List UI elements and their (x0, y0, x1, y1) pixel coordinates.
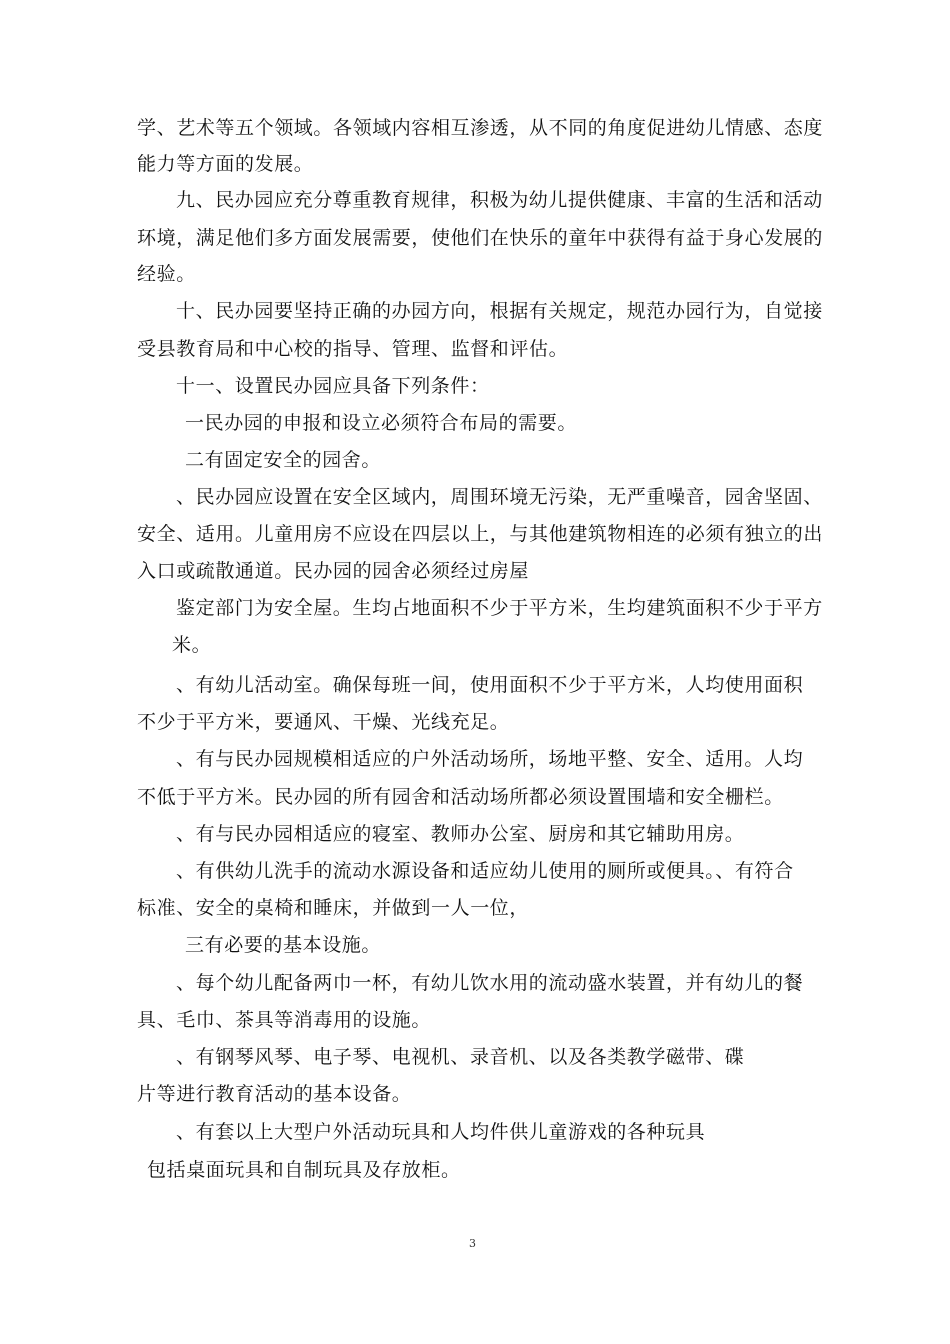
text-line: 不少于平方米，要通风、干燥、光线充足。 (137, 711, 510, 733)
text-line: 学、艺术等五个领域。各领域内容相互渗透，从不同的角度促进幼儿情感、态度 (137, 117, 824, 139)
text-line: 、民办园应设置在安全区域内，周围环境无污染，无严重噪音，园舍坚固、 (176, 486, 823, 508)
text-line: 三有必要的基本设施。 (185, 934, 382, 956)
text-line: 二有固定安全的园舍。 (185, 449, 382, 471)
text-line: 标准、安全的桌椅和睡床，并做到一人一位， (137, 897, 530, 919)
text-line: 、有套以上大型户外活动玩具和人均件供儿童游戏的各种玩具 (176, 1121, 706, 1143)
text-line: 一民办园的申报和设立必须符合布局的需要。 (185, 412, 578, 434)
page-number: 3 (469, 1237, 476, 1250)
text-line: 、有供幼儿洗手的流动水源设备和适应幼儿使用的厕所或便具。、有符合 (176, 860, 794, 882)
text-line: 包括桌面玩具和自制玩具及存放柜。 (147, 1159, 461, 1181)
text-line: 、有与民办园相适应的寝室、教师办公室、厨房和其它辅助用房。 (176, 823, 745, 845)
text-line: 九、民办园应充分尊重教育规律，积极为幼儿提供健康、丰富的生活和活动 (176, 189, 823, 211)
text-line: 十一、设置民办园应具备下列条件： (176, 375, 490, 397)
text-line: 、有与民办园规模相适应的户外活动场所，场地平整、安全、适用。人均 (176, 748, 804, 770)
text-line: 安全、适用。儿童用房不应设在四层以上，与其他建筑物相连的必须有独立的出 (137, 523, 824, 545)
text-line: 经验。 (137, 263, 196, 285)
text-line: 、有幼儿活动室。确保每班一间，使用面积不少于平方米，人均使用面积 (176, 674, 804, 696)
text-line: 环境，满足他们多方面发展需要，使他们在快乐的童年中获得有益于身心发展的 (137, 227, 824, 249)
text-line: 不低于平方米。民办园的所有园舍和活动场所都必须设置围墙和安全栅栏。 (137, 786, 784, 808)
text-line: 具、毛巾、茶具等消毒用的设施。 (137, 1009, 432, 1031)
text-line: 入口或疏散通道。民办园的园舍必须经过房屋 (137, 560, 530, 582)
text-line: 受县教育局和中心校的指导、管理、监督和评估。 (137, 338, 569, 360)
text-line: 、有钢琴风琴、电子琴、电视机、录音机、以及各类教学磁带、碟 (176, 1046, 745, 1068)
text-line: 十、民办园要坚持正确的办园方向，根据有关规定，规范办园行为，自觉接 (176, 300, 823, 322)
text-line: 、每个幼儿配备两巾一杯，有幼儿饮水用的流动盛水装置，并有幼儿的餐 (176, 972, 804, 994)
text-line: 米。 (172, 634, 212, 656)
text-line: 鉴定部门为安全屋。生均占地面积不少于平方米，生均建筑面积不少于平方 (176, 597, 823, 619)
text-line: 片等进行教育活动的基本设备。 (137, 1083, 412, 1105)
text-line: 能力等方面的发展。 (137, 153, 314, 175)
